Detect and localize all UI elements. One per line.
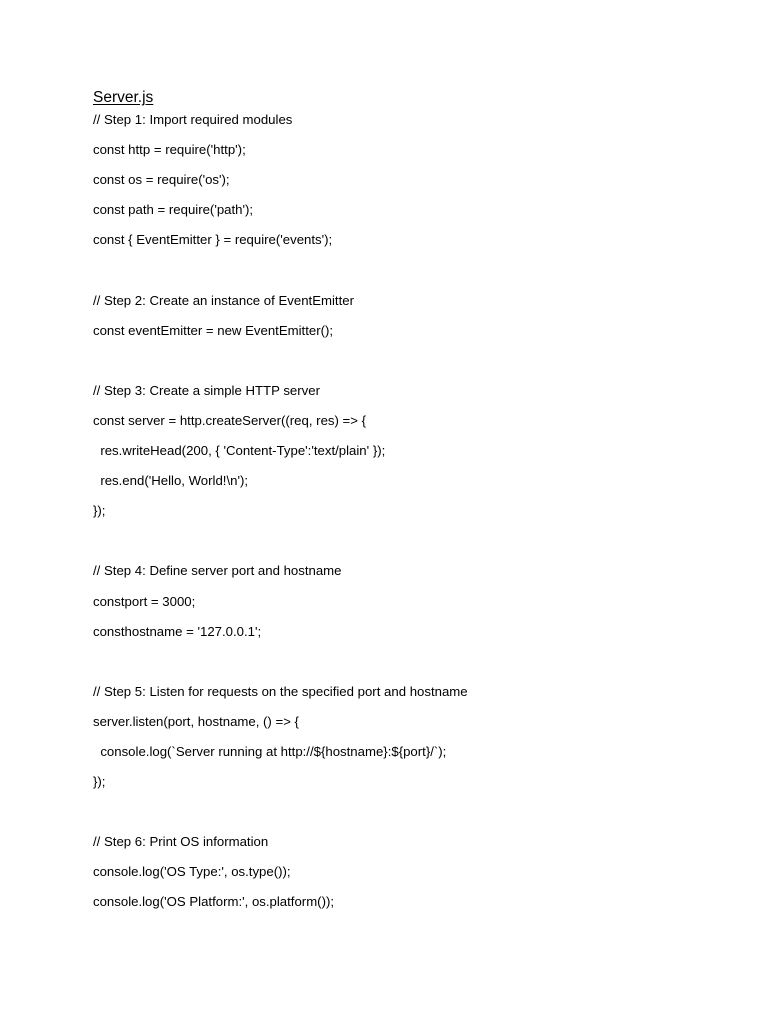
- code-line: constport = 3000;: [93, 593, 196, 609]
- code-line: const path = require('path');: [93, 202, 254, 218]
- code-line: [93, 260, 468, 290]
- code-line: // Step 5: Listen for requests on the specified port and hostname: [93, 683, 468, 699]
- code-line: [93, 351, 468, 381]
- code-line: [93, 652, 468, 682]
- code-line: res.writeHead(200, { 'Content-Type':'text/plain' });: [93, 443, 386, 459]
- code-line: // Step 4: Define server port and hostname: [93, 563, 342, 579]
- code-line: console.log('OS Platform:', os.platform());: [93, 894, 335, 910]
- code-line: console.log(`Server running at http://${hostname}:${port}/`);: [93, 743, 447, 759]
- code-line: const server = http.createServer((req, res) => {: [93, 412, 367, 428]
- code-block: [93, 110, 468, 923]
- code-line: });: [93, 774, 106, 790]
- code-line: res.end('Hello, World!\n');: [93, 473, 249, 489]
- code-line: // Step 3: Create a simple HTTP server: [93, 382, 320, 398]
- code-line: const { EventEmitter } = require('events');: [93, 232, 333, 248]
- code-line: console.log('OS Type:', os.type());: [93, 864, 291, 880]
- code-line: const eventEmitter = new EventEmitter();: [93, 322, 334, 338]
- document-title: Server.js: [93, 89, 154, 106]
- code-line: });: [93, 503, 106, 519]
- code-line: consthostname = '127.0.0.1';: [93, 623, 262, 639]
- code-line: const os = require('os');: [93, 172, 230, 188]
- code-line: // Step 2: Create an instance of EventEmitter: [93, 292, 354, 308]
- code-line: [93, 531, 468, 561]
- code-line: // Step 6: Print OS information: [93, 834, 269, 850]
- code-line: server.listen(port, hostname, () => {: [93, 713, 299, 729]
- code-line: const http = require('http');: [93, 142, 246, 158]
- code-line: // Step 1: Import required modules: [93, 112, 293, 127]
- code-line: [93, 802, 468, 832]
